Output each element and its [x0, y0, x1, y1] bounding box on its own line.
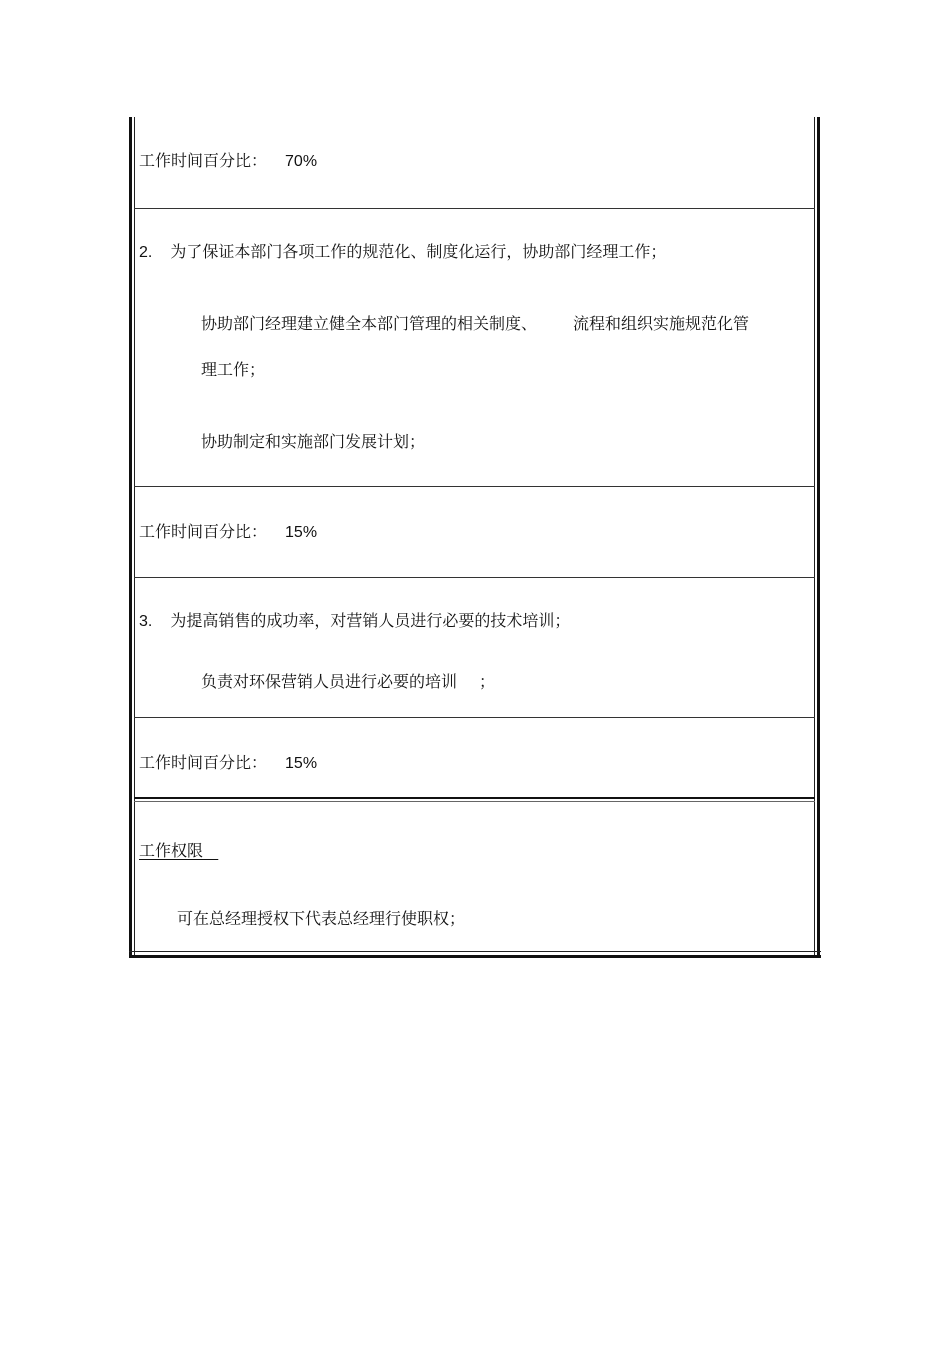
job-description-table — [129, 117, 821, 960]
section-divider — [134, 797, 815, 799]
duty-2-detail-line-1 — [201, 314, 749, 334]
time-percentage-row-3 — [139, 753, 317, 774]
duty-2-detail-line-3: 协助制定和实施部门发展计划； — [201, 432, 426, 451]
table-border-right — [817, 117, 820, 955]
time-percentage-label: 工作时间百分比： — [139, 151, 268, 170]
time-percentage-label: 工作时间百分比： — [139, 753, 268, 772]
authority-heading — [139, 841, 218, 861]
duty-detail-text: ； — [479, 672, 496, 691]
row-divider — [134, 577, 815, 578]
authority-body: 可在总经理授权下代表总经理行使职权； — [177, 909, 466, 928]
duty-2-detail-line-2: 理工作； — [201, 360, 266, 379]
duty-detail-text: 负责对环保营销人员进行必要的培训 — [201, 672, 458, 691]
duty-3-detail-line-1 — [201, 672, 495, 692]
table-border-left-inner — [134, 117, 135, 955]
duty-2-title-line — [139, 242, 666, 263]
duty-detail-text: 协助部门经理建立健全本部门管理的相关制度、 — [201, 314, 538, 333]
table-border-right-inner — [814, 117, 815, 955]
section-divider — [134, 801, 815, 802]
table-border-left — [129, 117, 132, 955]
duty-title: 为提高销售的成功率，对营销人员进行必要的技术培训； — [170, 611, 571, 630]
row-divider — [134, 486, 815, 487]
duty-detail-text: 流程和组织实施规范化管 — [573, 314, 750, 333]
time-percentage-value: 70% — [285, 153, 318, 170]
time-percentage-label: 工作时间百分比： — [139, 522, 268, 541]
table-border-bottom-inner — [129, 951, 821, 952]
row-divider — [134, 717, 815, 718]
duty-3-title-line — [139, 611, 570, 632]
duty-number: 2. — [139, 244, 153, 261]
duty-title: 为了保证本部门各项工作的规范化、制度化运行，协助部门经理工作； — [170, 242, 667, 261]
time-percentage-row-2 — [139, 522, 317, 543]
duty-number: 3. — [139, 613, 153, 630]
table-border-bottom — [129, 955, 821, 958]
time-percentage-value: 15% — [285, 524, 318, 541]
time-percentage-row-1 — [139, 151, 317, 172]
row-divider — [134, 208, 815, 209]
time-percentage-value: 15% — [285, 755, 318, 772]
authority-heading-text: 工作权限 — [139, 841, 204, 860]
